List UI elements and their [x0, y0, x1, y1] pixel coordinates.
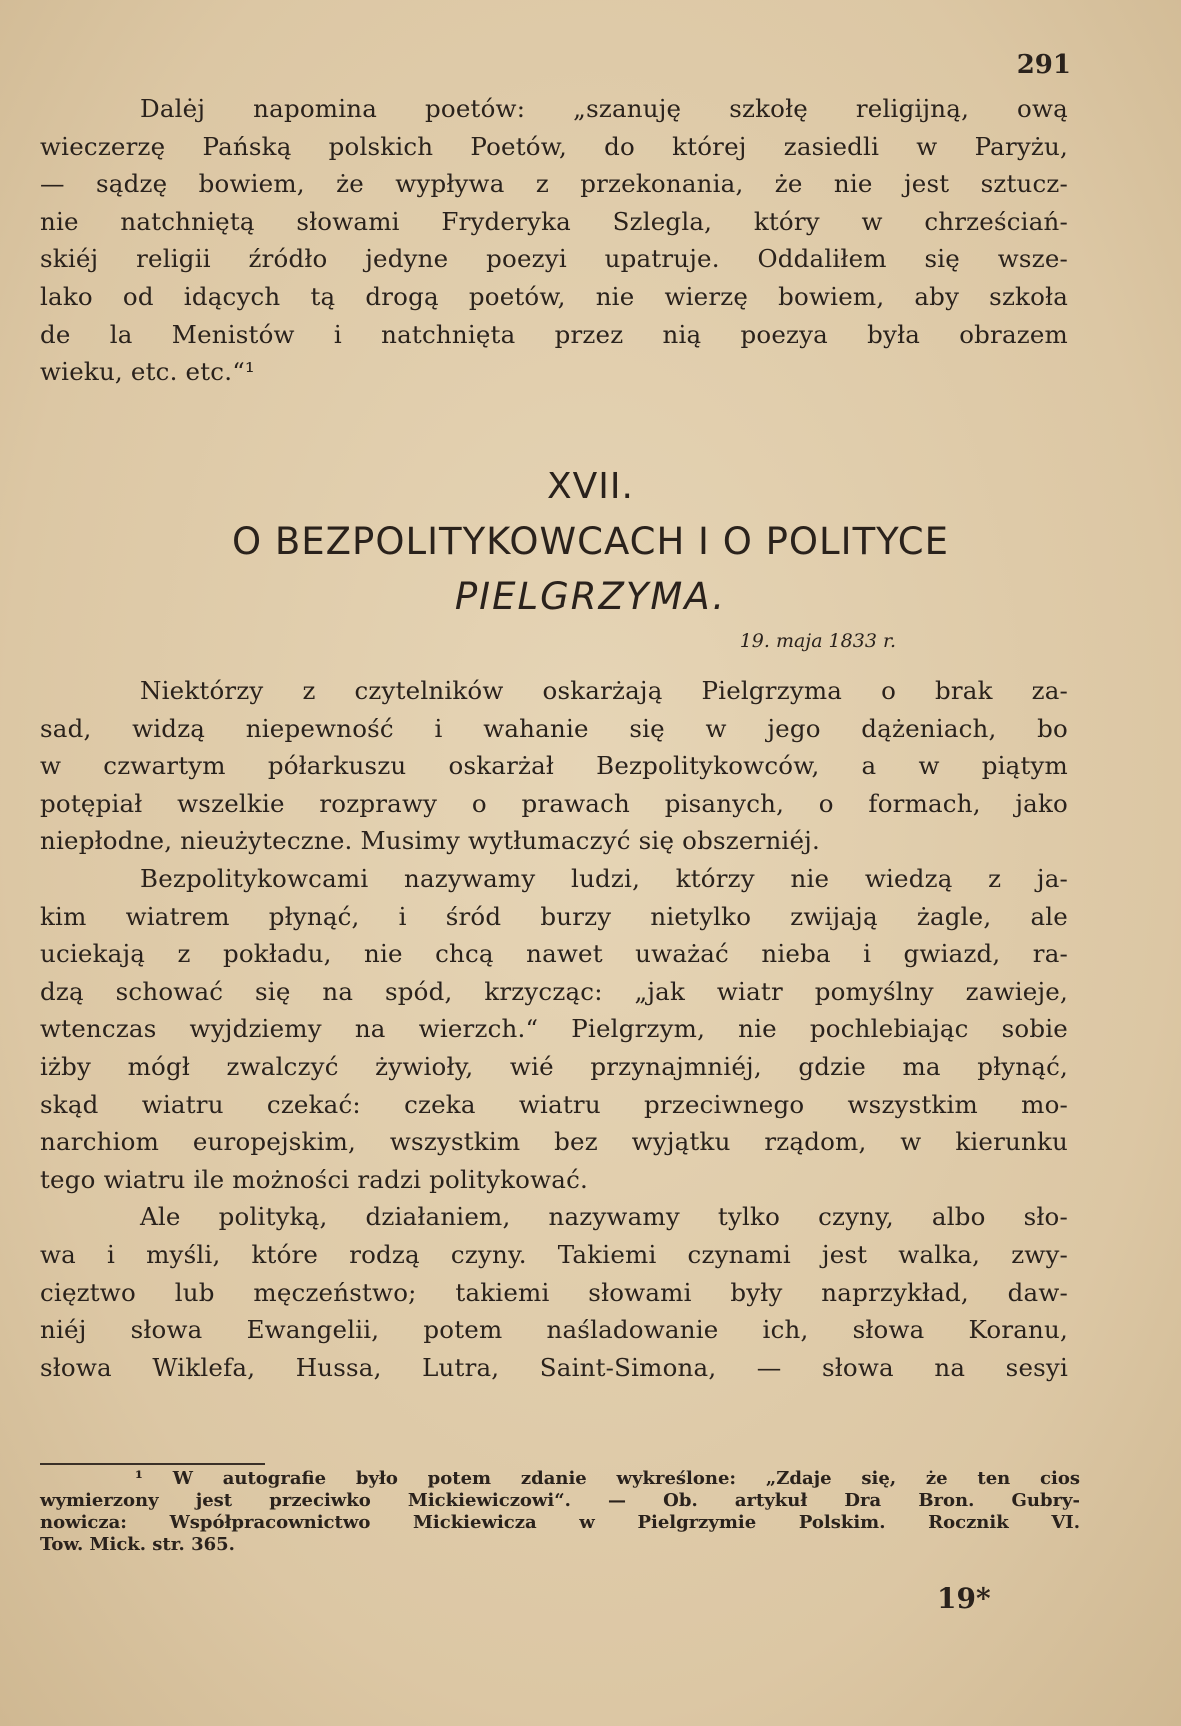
text-line: narchiom europejskim, wszystkim bez wyjątku rządom, w kierunku: [40, 1127, 1068, 1157]
text-line: niéj słowa Ewangelii, potem naśladowanie ich, słowa Koranu,: [40, 1315, 1068, 1345]
text-line: uciekają z pokładu, nie chcą nawet uważać nieba i gwiazd, ra-: [40, 939, 1068, 969]
text-line: potępiał wszelkie rozprawy o prawach pisanych, o formach, jako: [40, 788, 1068, 818]
text-line: cięztwo lub męczeństwo; takiemi słowami były naprzykład, daw-: [40, 1277, 1068, 1307]
footnote-line: ¹ W autografie było potem zdanie wykreślone: „Zdaje się, że ten cios: [135, 1468, 1080, 1489]
text-line: niepłodne, nieużyteczne. Musimy wytłumaczyć się obszerniéj.: [40, 826, 820, 856]
text-line: Bezpolitykowcami nazywamy ludzi, którzy nie wiedzą z ja-: [140, 863, 1068, 893]
text-line: nie natchniętą słowami Fryderyka Szlegla, który w chrześciań-: [40, 206, 1068, 236]
text-line: skiéj religii źródło jedyne poezyi upatruje. Oddaliłem się wsze-: [40, 244, 1068, 274]
page-number: 291: [1016, 50, 1071, 80]
text-line: Niektórzy z czytelników oskarżają Pielgrzyma o brak za-: [140, 676, 1068, 705]
footnote-line: Tow. Mick. str. 365.: [40, 1534, 235, 1555]
footnote-line: nowicza: Współpracownictwo Mickiewicza w Pielgrzymie Polskim. Rocznik VI.: [40, 1512, 1080, 1533]
text-line: tego wiatru ile możności radzi politykować.: [40, 1164, 589, 1194]
chapter-number: XVII.: [547, 466, 634, 507]
text-line: Dalėj napomina poetów: „szanuję szkołę religijną, ową: [140, 94, 1068, 123]
text-line: lako od idących tą drogą poetów, nie wierzę bowiem, aby szkoła: [40, 281, 1068, 311]
printer-signature: 19*: [937, 1582, 991, 1615]
text-line: wieku, etc. etc.“¹: [40, 357, 255, 387]
footnote-line: wymierzony jest przeciwko Mickiewiczowi“. — Ob. artykuł Dra Bron. Gubry-: [40, 1490, 1080, 1511]
text-line: wieczerzę Pańską polskich Poetów, do której zasiedli w Paryżu,: [40, 131, 1068, 161]
text-line: w czwartym półarkuszu oskarżał Bezpolitykowców, a w piątym: [40, 751, 1068, 781]
text-line: Ale polityką, działaniem, nazywamy tylko czyny, albo sło-: [140, 1202, 1068, 1232]
intro-paragraph: [40, 90, 1068, 391]
chapter-date: 19. maja 1833 r.: [739, 630, 896, 652]
body-text: [40, 672, 1068, 1386]
text-line: wa i myśli, które rodzą czyny. Takiemi czynami jest walka, zwy-: [40, 1239, 1068, 1269]
text-line: kim wiatrem płynąć, i śród burzy nietylko zwijają żagle, ale: [40, 901, 1068, 931]
footnote-divider: [40, 1463, 265, 1465]
text-line: iżby mógł zwalczyć żywioły, wié przynajmniéj, gdzie ma płynąć,: [40, 1051, 1068, 1081]
chapter-title: O BEZPOLITYKOWCACH I O POLITYCE: [232, 520, 949, 563]
text-line: de la Menistów i natchnięta przez nią poezya była obrazem: [40, 319, 1068, 349]
text-line: wtenczas wyjdziemy na wierzch.“ Pielgrzym, nie pochlebiając sobie: [40, 1014, 1068, 1044]
text-line: dzą schować się na spód, krzycząc: „jak wiatr pomyślny zawieje,: [40, 976, 1068, 1006]
chapter-subtitle: PIELGRZYMA.: [454, 575, 727, 618]
footnotes: [40, 1468, 1080, 1556]
text-line: słowa Wiklefa, Hussa, Lutra, Saint-Simona, — słowa na sesyi: [40, 1352, 1068, 1382]
text-line: skąd wiatru czekać: czeka wiatru przeciwnego wszystkim mo-: [40, 1089, 1068, 1119]
text-line: sad, widzą niepewność i wahanie się w jego dążeniach, bo: [40, 713, 1068, 743]
text-line: — sądzę bowiem, że wypływa z przekonania, że nie jest sztucz-: [40, 169, 1068, 199]
